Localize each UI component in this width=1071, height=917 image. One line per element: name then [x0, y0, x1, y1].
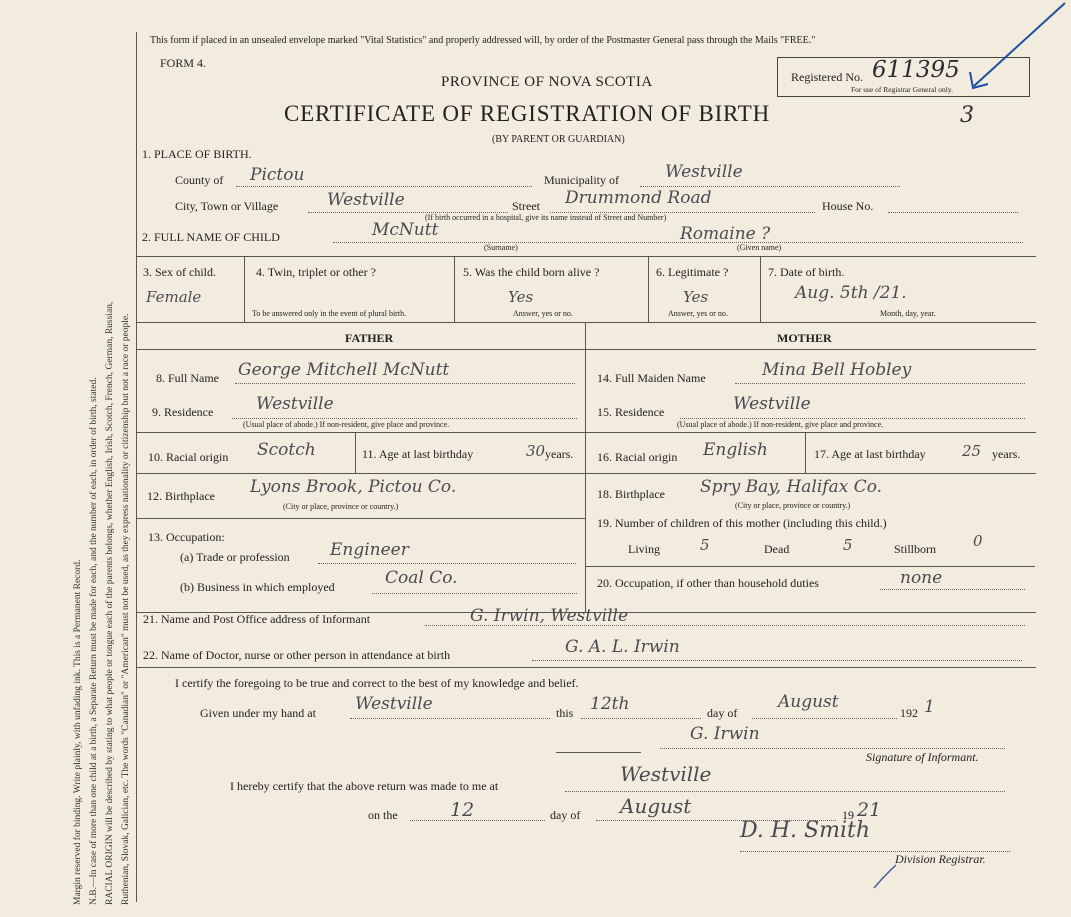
- stamp-number: 3: [960, 103, 974, 128]
- twin-label: 4. Twin, triplet or other ?: [256, 265, 376, 279]
- father-trade-value: Engineer: [330, 540, 409, 560]
- informant-value: G. Irwin, Westville: [470, 606, 629, 626]
- date-label: 7. Date of birth.: [768, 265, 845, 279]
- attendant-label: 22. Name of Doctor, nurse or other person in attendance at birth: [143, 648, 451, 662]
- mother-race-label: 16. Racial origin: [597, 450, 678, 464]
- attendant-value: G. A. L. Irwin: [565, 637, 680, 657]
- father-residence-value: Westville: [256, 394, 334, 414]
- given-hand-label: Given under my hand at: [200, 706, 316, 720]
- date-note: Month, day, year.: [880, 309, 936, 318]
- street-label: Street: [512, 199, 540, 213]
- father-trade-label: (a) Trade or profession: [180, 550, 290, 564]
- father-name-label: 8. Full Name: [156, 371, 219, 385]
- father-heading: FATHER: [345, 331, 394, 345]
- parents-heading-rule: [136, 349, 1036, 350]
- child-given-name: Romaine ?: [680, 224, 771, 244]
- registrar-day-of-label: day of: [550, 808, 581, 822]
- twin-note: To be answered only in the event of plural birth.: [252, 309, 407, 318]
- registrar-place-value: Westville: [620, 762, 712, 786]
- informant-signature: G. Irwin: [690, 724, 760, 744]
- dead-label: Dead: [764, 542, 790, 556]
- registrar-day-value: 12: [450, 799, 475, 821]
- father-name-value: George Mitchell McNutt: [238, 360, 450, 380]
- county-value: Pictou: [250, 165, 305, 185]
- cert-day-of-label: day of: [707, 706, 738, 720]
- house-line: [888, 212, 1018, 213]
- street-value: Drummond Road: [565, 188, 712, 208]
- mother-name-label: 14. Full Maiden Name: [597, 371, 706, 385]
- mother-residence-value: Westville: [733, 394, 811, 414]
- mother-heading: MOTHER: [777, 331, 832, 345]
- mother-name-line: [735, 383, 1025, 384]
- father-name-line: [235, 383, 575, 384]
- sex-label: 3. Sex of child.: [143, 265, 216, 279]
- registrar-statement: I hereby certify that the above return was made to me at: [230, 779, 499, 793]
- municipality-label: Municipality of: [544, 173, 619, 187]
- county-label: County of: [175, 173, 224, 187]
- stillborn-value: 0: [973, 532, 983, 550]
- pen-tick-icon: [870, 862, 900, 892]
- informant-signature-label: Signature of Informant.: [866, 750, 979, 764]
- form-number: FORM 4.: [160, 56, 207, 70]
- birthplace-rule: [136, 518, 585, 519]
- parents-center-divider: [585, 322, 586, 612]
- this-label: this: [556, 706, 574, 720]
- informant-label: 21. Name and Post Office address of Informant: [143, 612, 371, 626]
- row3-divider-3: [648, 256, 649, 322]
- cert-year-prefix: 192: [900, 706, 918, 720]
- certificate-title: CERTIFICATE OF REGISTRATION OF BIRTH: [284, 101, 771, 126]
- registrar-year-suffix: 21: [857, 799, 882, 821]
- child-name-label: 2. FULL NAME OF CHILD: [142, 230, 280, 244]
- residence-rule: [136, 432, 1036, 433]
- given-place-value: Westville: [355, 694, 433, 714]
- registrar-signature: D. H. Smith: [740, 818, 870, 843]
- father-birthplace-value: Lyons Brook, Pictou Co.: [250, 477, 457, 497]
- mother-residence-line: [680, 418, 1025, 419]
- surname-note: (Surname): [484, 243, 518, 252]
- father-business-line: [372, 593, 577, 594]
- mother-birthplace-value: Spry Bay, Halifax Co.: [700, 477, 883, 497]
- margin-line-3: RACIAL ORIGIN will be described by stating to what people or tongue each of the parents belongs, whether English, Irish, Scotch, French, German, Russian,: [105, 301, 115, 905]
- hospital-note: (If birth occurred in a hospital, give its name instead of Street and Number): [425, 213, 667, 222]
- margin-line-4: Ruthenian, Slovak, Galician, etc. The words "Canadian" or "American" must not be used, as they express nationality or citizenship but not a race or people.: [121, 313, 131, 905]
- race-rule: [136, 473, 1036, 474]
- father-birthplace-label: 12. Birthplace: [147, 489, 215, 503]
- living-value: 5: [700, 536, 710, 554]
- child-name-line: [333, 242, 1023, 243]
- alive-label: 5. Was the child born alive ?: [463, 265, 600, 279]
- certificate-subtitle: (BY PARENT OR GUARDIAN): [492, 134, 625, 145]
- margin-line-1: Margin reserved for binding. Write plainly, with unfading ink. This is a Permanent Record.: [73, 559, 83, 905]
- row3-divider-1: [244, 256, 245, 322]
- registrar-general-note: For use of Registrar General only.: [851, 85, 953, 94]
- father-race-label: 10. Racial origin: [148, 450, 229, 464]
- registrar-place-line: [565, 791, 1005, 792]
- municipality-line: [640, 186, 900, 187]
- dead-value: 5: [843, 536, 853, 554]
- place-of-birth-label: 1. PLACE OF BIRTH.: [142, 147, 252, 161]
- registrar-month-value: August: [620, 794, 692, 818]
- father-birthplace-note: (City or place, province or country.): [283, 502, 399, 511]
- given-place-line: [350, 718, 550, 719]
- father-residence-line: [232, 418, 577, 419]
- short-rule: [556, 752, 641, 753]
- registrar-on-label: on the: [368, 808, 398, 822]
- province-heading: PROVINCE OF NOVA SCOTIA: [441, 74, 653, 90]
- child-surname: McNutt: [372, 220, 439, 240]
- certify-statement: I certify the foregoing to be true and correct to the best of my knowledge and belief.: [175, 676, 579, 690]
- house-label: House No.: [822, 199, 874, 213]
- registrar-year-prefix: 19: [842, 808, 854, 822]
- mother-occupation-line: [880, 589, 1025, 590]
- city-value: Westville: [327, 190, 405, 210]
- attendant-line: [532, 660, 1022, 661]
- cert-year-suffix: 1: [924, 697, 935, 717]
- father-business-label: (b) Business in which employed: [180, 580, 335, 594]
- registrar-day-line: [410, 820, 545, 821]
- informant-signature-line: [660, 748, 1005, 749]
- row3-divider-4: [760, 256, 761, 322]
- city-label: City, Town or Village: [175, 199, 279, 213]
- alive-note: Answer, yes or no.: [513, 309, 573, 318]
- row3-top-rule: [136, 256, 1036, 257]
- margin-line-2: N.B.—In case of more than one child at a birth, a Separate Return must be made for each, and the number of each, in order of birth, stated.: [89, 377, 99, 905]
- cert-month-line: [752, 718, 897, 719]
- certification-rule: [136, 667, 1036, 668]
- municipality-value: Westville: [665, 162, 743, 182]
- father-residence-note: (Usual place of abode.) If non-resident, give place and province.: [243, 420, 450, 429]
- row3-divider-2: [454, 256, 455, 322]
- father-race-value: Scotch: [257, 440, 316, 460]
- mother-occupation-label: 20. Occupation, if other than household duties: [597, 576, 819, 590]
- alive-value: Yes: [508, 288, 534, 306]
- mother-age-label: 17. Age at last birthday: [814, 447, 926, 461]
- father-age-value: 30: [526, 442, 546, 460]
- father-age-unit: years.: [545, 447, 574, 461]
- children-label: 19. Number of children of this mother (including this child.): [597, 516, 887, 530]
- mother-race-value: English: [703, 440, 768, 460]
- pen-mark-icon: [960, 0, 1071, 110]
- father-race-age-divider: [355, 432, 356, 473]
- mother-residence-label: 15. Residence: [597, 405, 665, 419]
- row3-bottom-rule: [136, 322, 1036, 323]
- cert-day-value: 12th: [590, 694, 630, 714]
- children-rule: [585, 566, 1035, 567]
- father-age-label: 11. Age at last birthday: [362, 447, 474, 461]
- cert-day-line: [581, 718, 701, 719]
- registered-label: Registered No.: [791, 70, 863, 84]
- legit-label: 6. Legitimate ?: [656, 265, 729, 279]
- registered-number: 611395: [872, 57, 960, 83]
- given-name-note: (Given name): [737, 243, 782, 252]
- father-occupation-label: 13. Occupation:: [148, 530, 225, 544]
- mail-notice: This form if placed in an unsealed envelope marked "Vital Statistics" and properly addressed will, by order of the Postmaster General pass through the Mails "FREE.": [150, 35, 816, 46]
- sex-value: Female: [146, 288, 202, 306]
- mother-age-unit: years.: [992, 447, 1021, 461]
- mother-birthplace-label: 18. Birthplace: [597, 487, 665, 501]
- father-residence-label: 9. Residence: [152, 405, 214, 419]
- left-border: [136, 32, 137, 902]
- division-registrar-label: Division Registrar.: [895, 852, 986, 866]
- stillborn-label: Stillborn: [894, 542, 937, 556]
- date-value: Aug. 5th /21.: [795, 283, 907, 303]
- mother-residence-note: (Usual place of abode.) If non-resident, give place and province.: [677, 420, 884, 429]
- mother-age-value: 25: [962, 442, 982, 460]
- mother-race-age-divider: [805, 432, 806, 473]
- cert-month-value: August: [778, 692, 839, 712]
- father-trade-line: [318, 563, 576, 564]
- mother-name-value: Mina Bell Hobley: [762, 360, 912, 380]
- legit-value: Yes: [683, 288, 709, 306]
- father-business-value: Coal Co.: [385, 568, 458, 588]
- mother-birthplace-note: (City or place, province or country.): [735, 501, 851, 510]
- mother-occupation-value: none: [900, 568, 943, 588]
- legit-note: Answer, yes or no.: [668, 309, 728, 318]
- county-line: [236, 186, 532, 187]
- living-label: Living: [628, 542, 660, 556]
